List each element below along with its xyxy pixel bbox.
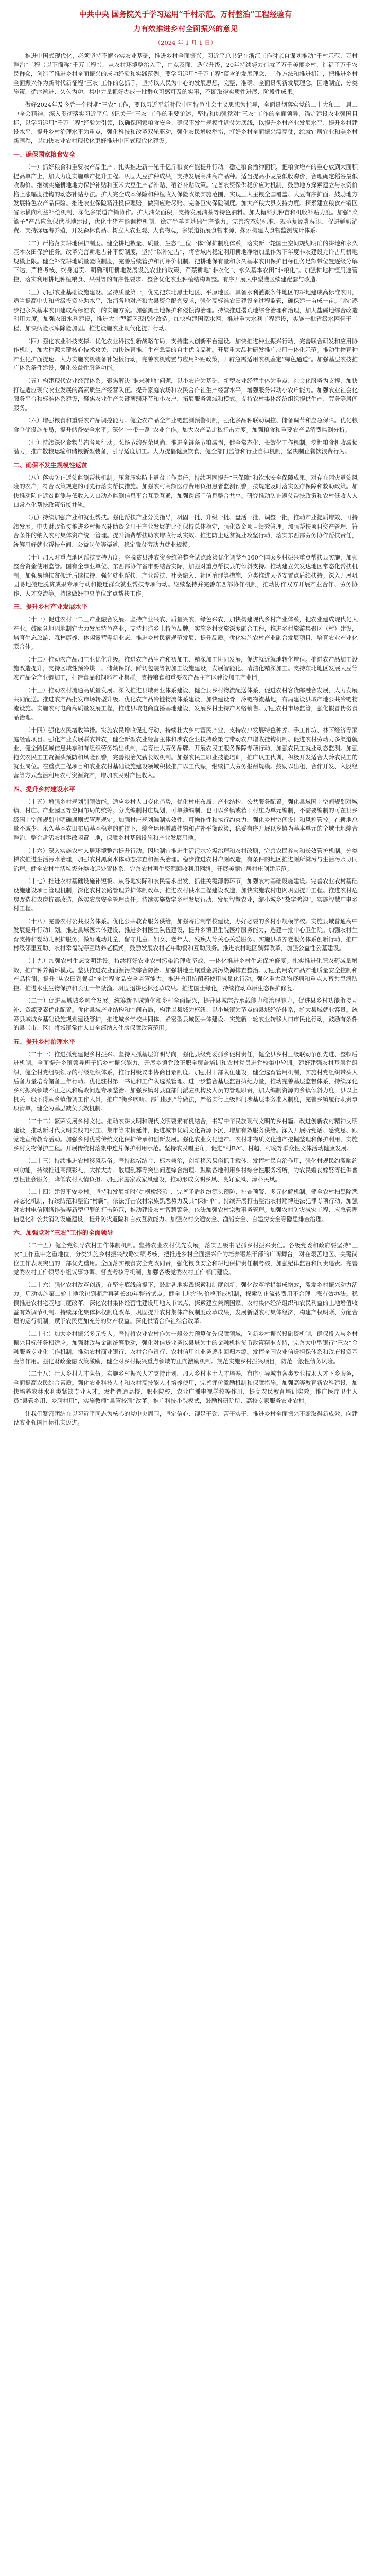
section-heading: 五、提升乡村治理水平 xyxy=(13,1038,76,1045)
section-heading: 六、加强党对“三农”工作的全面领导 xyxy=(13,1229,113,1236)
body-paragraph: （十七）推进农村基础设施补短板。从各地实际和农民需求出发，抓住关键薄弱环节，加强农村基础设施建设。完善农业农村基础设施建设项目管理机制，深化农村公路管理养护体制改革，推进农村供水工程建设改造，加快实施农村电网巩固提升工程。推进农村危房改造和农房抗震改造，落实农房安全管理责任。持续实施数字乡村发展行动，发展智慧农业，缩小城乡“数字鸿沟”。实施智慧广电乡村工程。 xyxy=(13,878,358,912)
body-paragraph: （十四）强化农民增收举措。实施农民增收促进行动，持续壮大乡村富民产业，支持农户发展特色种养、手工作坊、林下经济等家庭经营项目。强化产业发展联农带农，健全新型农业经营主体和涉农企业扶持政策与带动农户增收挂钩机制。促进农村劳动力多渠道就业，健全跨区域信息共享和有组织劳务输出机制，培育壮大劳务品牌。开展农民工服务保障专项行动，加强农民工就业动态监测。加强拖欠农民工工资源头预防和风险预警，完善根治欠薪长效机制。加强农民工职业技能培训，推广以工代训，积极开发适合大龄农民工的就业岗位。在重点工程项目和农业农村基础设施建设领域积极推广以工代赈，继续扩大劳务报酬规模。鼓励以出租、合作开发、入股经营等方式盘活利用农村资源资产，增加农民财产性收入。 xyxy=(13,727,358,779)
body-paragraph: （二十四）建设平安乡村。坚持和发展新时代“枫桥经验”，完善矛盾纠纷源头预防、排查预警、多元化解机制。健全农村扫黑除恶常态化机制，持续防范和整治“村霸”，依法打击农村宗族黑恶势力及其“保护伞”。持续开展打击整治农村赌博违法犯罪专项行动，加强对农村电信网络诈骗等新型犯罪的打击防范，推动建设农村智慧警务。依法加强农村宗教事务管理。加强农村防灾减灾工程、应急管理信息化和公共消防设施建设，提升防灾避险和自救互救能力。加强农村交通安全、渔船安全、自建房安全等隐患排查治理。 xyxy=(13,1189,358,1223)
body-paragraph: （十）加大对重点地区帮扶支持力度。将脱贫县涉农资金统筹整合试点政策优化调整至160个国家乡村振兴重点帮扶县实施，加强整合资金使用监管。国有企事业单位、东西部协作省市要结合实际，加强对重点帮扶县的倾斜支持。推动建立欠发达地区常态化帮扶机制。加强易地扶贫搬迁后续扶持，强化就业帮扶、产业帮扶、社会融入、社区治理等措施，分类推进大型安置点后续扶持。深入开展巩固易地搬迁脱贫成果专项行动和搬迁群众就业帮扶专项行动。继续坚持并完善东西部协作机制，推动协作双方开展产业合作、劳务协作、人才交流等。持续做好中央单位定点帮扶工作。 xyxy=(13,554,358,597)
body-paragraph: 推进中国式现代化，必须坚持不懈夯实农业基础，推进乡村全面振兴。习近平总书记在浙江工作时亲自谋划推动“千村示范、万村整治”工程（以下简称“千万工程”），从农村环境整治入手，由点及面、迭代升级，20年持续努力造就了万千美丽乡村，造福了万千农民群众，创造了推进乡村全面振兴的成功经验和实践范例。要学习运用“千万工程”蕴含的发展理念、工作方法和推进机制，把推进乡村全面振兴作为新时代新征程“三农”工作的总抓手，坚持以人民为中心的发展思想，完整、准确、全面贯彻新发展理念，因地制宜、分类施策，循序渐进、久久为功，集中力量抓好办成一批群众可感可及的实事，不断取得实质性进展、阶段性成果。 xyxy=(13,53,358,96)
body-paragraph: （十九）加强农村生态文明建设。持续打好农业农村污染治理攻坚战，一体化推进乡村生态保护修复。扎实推进化肥农药减量增效，推广种养循环模式。整县推进农业面源污染综合防治。加强耕地土壤重金属污染源排查整治。加强食用农产品产地质量安全控制和产品检测，提升“从农田到餐桌”全过程食品安全监管能力。推进兽用抗菌药使用减量化行动。强化重大动物疫病和重点人畜共患病防控。推进水生生物保护和长江十年禁渔。巩固退耕还林还草成果。推进国土绿化，持续推动草原生态保护修复。 xyxy=(13,958,358,992)
body-paragraph: （三）加强农业基础设施建设。坚持质量第一，优先把东北黑土地区、平原地区、具备水利灌溉条件地区的耕地建成高标准农田，适当提高中央和省级投资补助水平，取消各地对产粮大县资金配套要求，强化高标准农田建设全过程监管，确保建一亩成一亩。制定逐步把永久基本农田建成高标准农田的实施方案。加强黑土地保护和侵蚀沟治理。持续推进撂荒地综合治理和治理，加大盐碱地综合改造利用力度。加强农田水利建设，推进大中型灌区现代化改造。加快构建国家水网，推进重大水利工程建设，实施一批省级水网骨干工程，加快病险水库除险加固。推进设施农业现代化提升行动。 xyxy=(13,289,358,332)
body-paragraph: （二十七）加大乡村振兴多元投入。坚持将农业农村作为一般公共预算优先保障领域，创新乡村振兴投融资机制，确保投入与乡村振兴目标任务相适应。加强财政与金融统筹联动，强化对信贷业务以县域为主的金融机构货币政策精准支持，完善大中型银行“三农”金融服务专业化工作机制，推动农村商业银行、农村合作银行、农村信用社业务逐步回归本源。发挥全国农业信贷担保体系和政府投资基金等作用。强化财政金融政策激励，健全对乡村振兴重点领域的正向激励机制。规范实施乡村振兴项目，防范一般性债务风险。 xyxy=(13,1330,358,1365)
body-paragraph: （十二）推动农产品加工业优化升级。推进农产品生产和初加工、精深加工协同发展，促进就近就地转化增值。推进农产品加工设施改造提升，支持区域性预冷烘干、储藏保鲜、鲜切包装等初加工设施建设，发展智能化、清洁化精深加工。支持东北地区发展大豆等农产品全产业链加工，打造食品和饲料产业集群。支持粮食和重要农产品主产区建设加工产业园。 xyxy=(13,656,358,682)
body-paragraph: （九）持续加强产业和就业帮扶。强化帮扶产业分类指导，巩固一批、升级一批、盘活一批、调整一批，推动产业提质增效、可持续发展。中央财政衔接推进乡村振兴补助资金用于产业发展的比例保持总体稳定，强化资金项目绩效管理。加强帮扶项目资产管理，符合条件的纳入农村集体资产统一管理。提升消费帮扶助农增收行动实效。推进防止返贫就业攻坚行动，落实东西部劳务协作帮扶责任，统筹用好就业帮扶车间、公益岗位等渠道，稳定脱贫劳动力就业规模。 xyxy=(13,514,358,548)
body-paragraph: （五）构建现代农业经营体系。聚焦解决“谁来种地”问题，以小农户为基础、新型农业经营主体为重点、社会化服务为支撑，加快打造适应现代农业发展的高素质生产经营队伍。提升家庭农场和农民合作社生产经营水平，增强服务带动小农户能力。加强农业社会化服务平台和标准体系建设，聚焦农业生产关键薄弱环节和小农户，拓展服务领域和模式。支持农村集体经济组织提供生产、劳务等居间服务。 xyxy=(13,378,358,412)
document-date: （2024 年 1 月 1 日） xyxy=(154,39,217,46)
body-paragraph: （四）强化农业科技支撑。优化农业科技创新战略布局，支持重大创新平台建设。加快推进种业振兴行动，完善联合研发和应用协作机制，加大种源关键核心技术攻关，加快选育推广生产急需的自主优良品种。开展重大品种研发推广应用一体化示范。推动生物育种产业化扩面提速。大力实施农机装备补短板行动，完善农机购置与应用补贴政策，开辟急需适用农机鉴定“绿色通道”。加强基层农技推广体系条件建设，强化公益性服务功能。 xyxy=(13,337,358,372)
body-paragraph: （二十六）强化农村改革创新。在坚守底线前提下，鼓励各地实践探索和制度创新，强化改革举措集成增效，激发乡村振兴动力活力。启动实施第二轮土地承包到期后再延长30年整省试点。健全土地流转价格形成机制，探索防止流转费用不合理上涨有效办法。稳慎推进农村宅基地制度改革。深化农村集体经营性建设用地入市试点，探索建立兼顾国家、农村集体经济组织和农民利益的土地增值收益有效调节机制。持续深化集体林权制度改革，巩固提升农村集体产权制度改革成果，发展新型农村集体经济，构建产权明晰、分配合理的运行机制，赋予农民更加充分的财产权益。深化供销合作社综合改革。 xyxy=(13,1281,358,1325)
document-title-line-2: 力有效推进乡村全面振兴的意见 xyxy=(133,25,238,33)
body-paragraph: 让我们紧密团结在以习近平同志为核心的党中央周围，坚定信心、铆足干劲、苦干实干，推进乡村全面振兴不断取得新成效，向建设农业强国目标扎实迈进。 xyxy=(13,1410,358,1427)
body-paragraph: （二十二）繁荣发展乡村文化。推动农耕文明和现代文明要素有机结合，书写中华民族现代文明的乡村篇。改进创新农村精神文明建设，推动新时代文明实践向村庄、集市等末梢延伸，促进城市优质文化资源下沉，增加有效服务供给。深入开展听党话、感党恩、跟党走宣传教育活动。加强乡村优秀传统文化保护传承和创新发展。强化农业文化遗产、农村非物质文化遗产挖掘整理和保护利用，实施乡村文物保护工程。开展传统村落集中连片保护利用示范。坚持农民唱主角，促进“村BA”、村超、村晚等群众性文体活动健康发展。 xyxy=(13,1117,358,1152)
body-paragraph: （七）持续深化食物节约各项行动。弘扬节约光荣风尚，推进全链条节粮减损，健全常态化、长效化工作机制。挖掘粮食机收减损潜力，推广散粮运输和储粮新型装备，引导适度加工。大力提倡健康饮食，健全部门监管和行业自律机制，坚决制止餐饮浪费行为。 xyxy=(13,439,358,455)
body-paragraph: （二十五）健全党领导农村工作体制机制。坚持农业农村优先发展，落实五级书记抓乡村振兴责任。各级党委和政府要坚持“三农”工作重中之重地位，分类实施乡村振兴战略实绩考核，把推进乡村全面振兴作为培养锻炼干部的广阔舞台，对在艰苦地区、关键岗位工作表现突出的干部优先重用。全面落实粮食安全党政同责，强化粮食安全和耕地保护责任制考核，加强纪律监督和问责追责。完善党委农村工作领导小组议事协调、督查考核等机制，加强各级党委农村工作部门建设。 xyxy=(13,1242,358,1276)
body-paragraph: （二十八）壮大乡村人才队伍。实施乡村振兴人才支持计划，加大乡村本土人才培养，有序引导城市各类专业技术人才下乡服务，全面提高农民综合素质。强化农业科技人才和农村高技能人才培养使用，完善评价激励机制和保障措施。加强高等教育新农科建设，加快培养农林水利类紧缺专业人才。发挥普通高校、职业院校、农业广播电视学校等作用，提高农民教育培训实效。推广医疗卫生人员“县管乡用、乡聘村用”，实施教师“县管校聘”改革。推广科技小院模式，鼓励科研院所、高校专家服务农业农村。 xyxy=(13,1370,358,1404)
body-paragraph: （一）抓好粮食和重要农产品生产。扎实推进新一轮千亿斤粮食产能提升行动。稳定粮食播种面积，把粮食增产的重心放到大面积提高单产上，加大力度实施单产提升工程。巩固大豆扩种成果，支持发展高油高产品种。适当提高小麦最低收购价，合理确定稻谷最低收购价。继续实施耕地地力保护补贴和玉米大豆生产者补贴、稻谷补贴政策。完善农资保供稳价应对机制，鼓励地方探索建立与农资价格上涨幅度挂钩的动态补贴办法。扩大完全成本保险和种植收入保险政策实施范围，实现三大主粮全国覆盖、大豆有序扩面。鼓励地方发展特色农产品保险。推进农业保险精准投保理赔，做到应赔尽赔。完善巨灾保险制度。加大产粮大县支持力度。探索建立粮食产销区省际横向利益补偿机制，深化多渠道产销协作。扩大油菜面积，支持发展油茶等特色油料。加大糖料蔗种苗和机收补贴力度。加强“菜篮子”产品应急保供基地建设，优化生猪产能调控机制，稳定牛羊肉基础生产能力。完善液态奶标准，规范复原乳标识，促进鲜奶消费。支持深远海养殖，开发森林食品。树立大农业观、大食物观，多渠道拓展食物来源，探索构建大食物监测统计体系。 xyxy=(13,163,358,234)
body-paragraph: （十三）推动农村流通高质量发展。深入推进县域商业体系建设，健全县乡村物流配送体系，促进农村客货邮融合发展，大力发展共同配送。推进农产品批发市场转型升级。优化农产品冷链物流体系建设，加快建设骨干冷链物流基地，布局建设县域产地公共冷链物流设施。实施农村电商高质量发展工程，推进县域电商直播基地建设，发展乡村土特产网络销售。加强农村市场监管，强化假冒伪劣食品治理。 xyxy=(13,687,358,721)
section-heading: 四、提升乡村建设水平 xyxy=(13,785,76,793)
section-heading: 一、确保国家粮食安全 xyxy=(13,150,76,158)
body-paragraph: （十一）促进农村一二三产业融合发展。坚持产业兴农、质量兴农、绿色兴农，加快构建现代乡村产业体系，把农业建成现代化大产业。鼓励各地因地制宜大力发展特色产业，支持打造乡土特色品牌。实施乡村文旅深度融合工程，推进乡村旅游集聚区（村）建设，培育生态旅游、森林康养、休闲露营等新业态，推进乡村民宿规范发展、提升品质。优化实施农村产业融合发展项目，培育农业产业化联合体。 xyxy=(13,616,358,651)
body-paragraph: （二）严格落实耕地保护制度。健全耕地数量、质量、生态“三位一体”保护制度体系，落实新一轮国土空间规划明确的耕地和永久基本农田保护任务。改革完善耕地占补平衡制度，坚持“以补定占”，将省域内稳定利用耕地净增加量作为下年度非农建设允许占用耕地规模上限。健全补充耕地质量验收制度，完善后续管护和再评价机制。把耕地保有量和永久基本农田保护目标任务足额带位置逐级分解下达，严格考核、终身追责。明确利用耕地发展设施农业的政策，严禁耕地“非农化”、永久基本农田“非粮化”。加强耕地种植用途管控，落实利用耕地种植粮食、果树等的有序性要求。整合优化农业种植结构调整。有序开展大中型灌区续建配套与改造。 xyxy=(13,240,358,283)
body-paragraph: （八）落实防止返贫监测帮扶机制。压紧压实防止返贫工作责任，持续巩固提升“三保障”和饮水安全保障成果。对存在因灾返贫风险的农户，符合政策规定的可先行落实帮扶措施。加强农村高额医疗费用负担患者监测预警，按规定及时落实医疗保障和救助政策。加快推动防止返贫监测与低收入人口动态监测信息平台互联互通，加强跨部门信息整合共享。研究推动防止返贫帮扶政策和农村低收入人口常态化帮扶政策衔接并轨。 xyxy=(13,474,358,509)
document-body xyxy=(13,52,358,1428)
document-title-line-1: 中共中央 国务院关于学习运用“千村示范、万村整治”工程经验有 xyxy=(79,10,292,19)
body-paragraph: （十八）完善农村公共服务体系。优化公共教育服务供给，加强寄宿制学校建设，办好必要的乡村小规模学校。实施县域普通高中发展提升行动计划。推进县域医共体建设，推进乡村医生队伍建设，提升乡镇卫生院医疗服务能力，选建一批中心卫生院。加强农村生育支持和婴幼儿照护服务，做好流动儿童、留守儿童、妇女、老年人、残疾人等关心关爱服务。实施县域养老服务体系创新行动，推广村级邻里互助、农村幸福院等互助养老模式，鼓励发展农村老年助餐和互助服务。推进农村地区殡葬改革，加强公益性公墓建设。 xyxy=(13,918,358,952)
body-paragraph: 做好2024年及今后一个时期“三农”工作，要以习近平新时代中国特色社会主义思想为指导，全面贯彻落实党的二十大和二十届二中全会精神，深入贯彻落实习近平总书记关于“三农”工作的重要论述，坚持和加强党对“三农”工作的全面领导，锚定建设农业强国目标，以学习运用“千万工程”经验为引领，以确保国家粮食安全、确保不发生规模性返贫为底线，以提升乡村产业发展水平、提升乡村建设水平、提升乡村治理水平为重点，强化科技和改革双轮驱动，强化农民增收举措，打好乡村全面振兴漂亮仗，绘就宜居宜业和美乡村新画卷，以加快农业农村现代化更好推进中国式现代化建设。 xyxy=(13,101,358,145)
section-heading: 二、确保不发生规模性返贫 xyxy=(13,461,88,469)
body-paragraph: （二十三）持续推进农村移风易俗。坚持疏堵结合、标本兼治，创新移风易俗抓手载体，发挥村民自治作用，强化村规民约激励约束功能，持续推进高额彩礼、大操大办、散埋乱葬等突出问题综合治理。鼓励各地利用乡村综合性服务场所，为农民婚丧嫁娶等提供普惠性社会服务，降低农村人情负担。加强家庭家教家风建设，推动形成文明乡风、良好家风、淳朴民风。 xyxy=(13,1158,358,1183)
body-paragraph: （十五）增强乡村规划引领效能。适应乡村人口变化趋势，优化村庄布局、产业结构、公共服务配置。强化县域国土空间规划对城镇、村庄、产业园区等空间布局的统筹。分类编制村庄规划，可单独编制，也可以乡镇或若干村庄为单元编制，不需要编制的可在县乡级国土空间规划中明确通则式管理规定。加强村庄规划编制实效性、可操作性和执行约束力，强化乡村空间设计和风貌管控。在耕地总量不减少、永久基本农田布局基本稳定的前提下，综合运用增减挂钩和占补平衡政策，稳妥有序开展以乡镇为基本单元的全域土地综合整治，整合盘活农村零散闲置土地，保障乡村基础设施和产业发展用地。 xyxy=(13,798,358,841)
section-heading: 三、提升乡村产业发展水平 xyxy=(13,603,88,611)
body-paragraph: （二十一）推进抓党建促乡村振兴。坚持大抓基层鲜明导向，强化县级党委抓乡促村责任，健全县乡村三级联动争创先进、整顿后进机制。全面提升乡镇领导班子抓乡村振兴能力，开展乡镇党政正职全覆盖培训和农村党员进党校集中轮训。建好建强农村基层党组织，健全村党组织领导的村级组织体系，推行村级议事协商目录制度。加强村干部队伍建设，健全选育管用机制，实施村党组织带头人后备力量培育储备三年行动。优化驻村第一书记和工作队选派管理。进一步整合基层监督执纪力量，推动完善基层监督体系，持续深化乡村振兴领域不正之风和腐败问题专项整治。加强乡镇对县直部门派驻机构及人员的管理职责，加大编制资源向乡镇倾斜力度，县以上机关一般不得从乡镇借调工作人员，推广“街乡吹哨、部门报到”等做法，严格实行上级部门涉基层事务准入制度，完善乡镇履行职责事项清单，健全为基层减负长效机制。 xyxy=(13,1050,358,1112)
body-paragraph: （十六）深入实施农村人居环境整治提升行动。因地制宜推进生活污水垃圾治理和农村改厕，完善农民参与和长效管护机制。分类梯次推进生活污水治理，加强农村黑臭水体动态排查和源头治理。稳步推进农村户厕改造，有条件的地区推进厕所粪污与生活污水协同治理。健全农村生活垃圾分类收运处置体系，完善农村再生资源回收利用网络。开展美丽宜居村庄创建示范。 xyxy=(13,847,358,872)
body-paragraph: （二十）促进县域城乡融合发展。统筹新型城镇化和乡村全面振兴，提升县城综合承载能力和治理能力，促进县乡村功能衔接互补、资源要素优化配置。优化县域产业结构和空间布局，构建以县城为枢纽、以小城镇为节点的县域经济体系，扩大县域就业容量。统筹县域城乡基础设施规划建设管护，推进城乡学校共同体、紧密型县域医共体建设。实施新一轮农业转移人口市民化行动，鼓励有条件的县（市、区）将城镇常住人口全部纳入住房保障政策范围。 xyxy=(13,997,358,1032)
body-paragraph: （六）增强粮食和重要农产品调控能力。健全农产品全产业链监测预警机制，强化多品种联动调控、储备调节和应急保障。优化粮食仓储设施布局，提升储备安全水平。深化“一带一路”农业合作。加大农产品走私打击力度。加强粮食和重要农产品消费监测分析。 xyxy=(13,417,358,433)
